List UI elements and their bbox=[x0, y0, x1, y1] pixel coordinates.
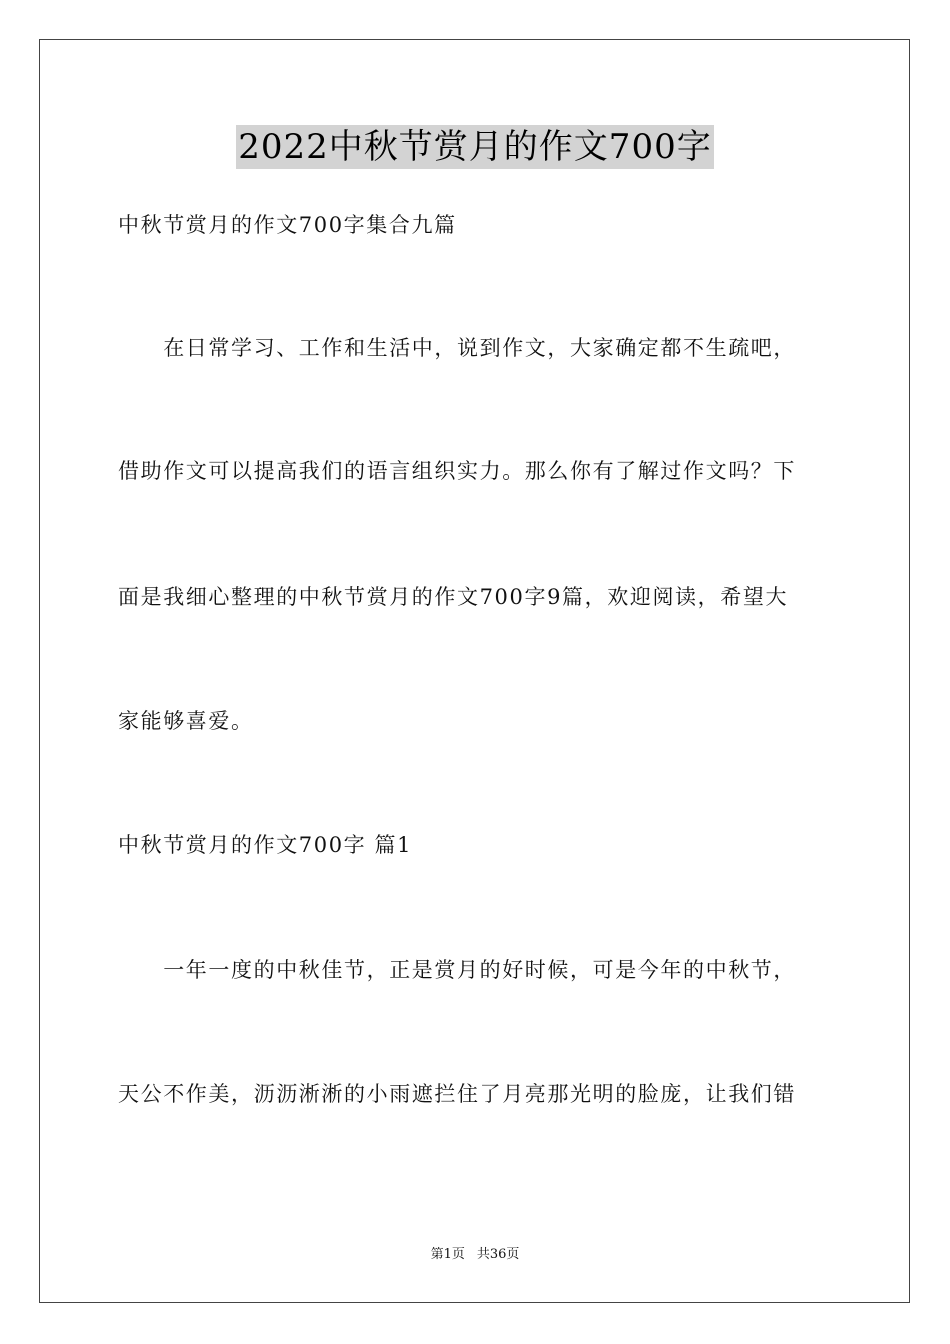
intro-line-3: 面是我细心整理的中秋节赏月的作文700字9篇，欢迎阅读，希望大 bbox=[118, 585, 789, 609]
page-number-current: 第1页 bbox=[430, 1247, 465, 1262]
intro-line-2: 借助作文可以提高我们的语言组织实力。那么你有了解过作文吗？下 bbox=[118, 459, 796, 483]
page-number-total: 共36页 bbox=[476, 1247, 520, 1262]
intro-line-4: 家能够喜爱。 bbox=[118, 709, 254, 733]
intro-line-1: 在日常学习、工作和生活中，说到作文，大家确定都不生疏吧， bbox=[118, 336, 796, 360]
section-heading: 中秋节赏月的作文700字 篇1 bbox=[118, 833, 413, 857]
document-subtitle: 中秋节赏月的作文700字集合九篇 bbox=[118, 213, 457, 237]
title-container bbox=[0, 125, 950, 169]
document-title: 2022中秋节赏月的作文700字 bbox=[238, 127, 712, 167]
page-footer bbox=[0, 1246, 950, 1264]
section-line-2: 天公不作美，沥沥淅淅的小雨遮拦住了月亮那光明的脸庞，让我们错 bbox=[118, 1082, 796, 1106]
section-line-1: 一年一度的中秋佳节，正是赏月的好时候，可是今年的中秋节， bbox=[118, 958, 796, 982]
